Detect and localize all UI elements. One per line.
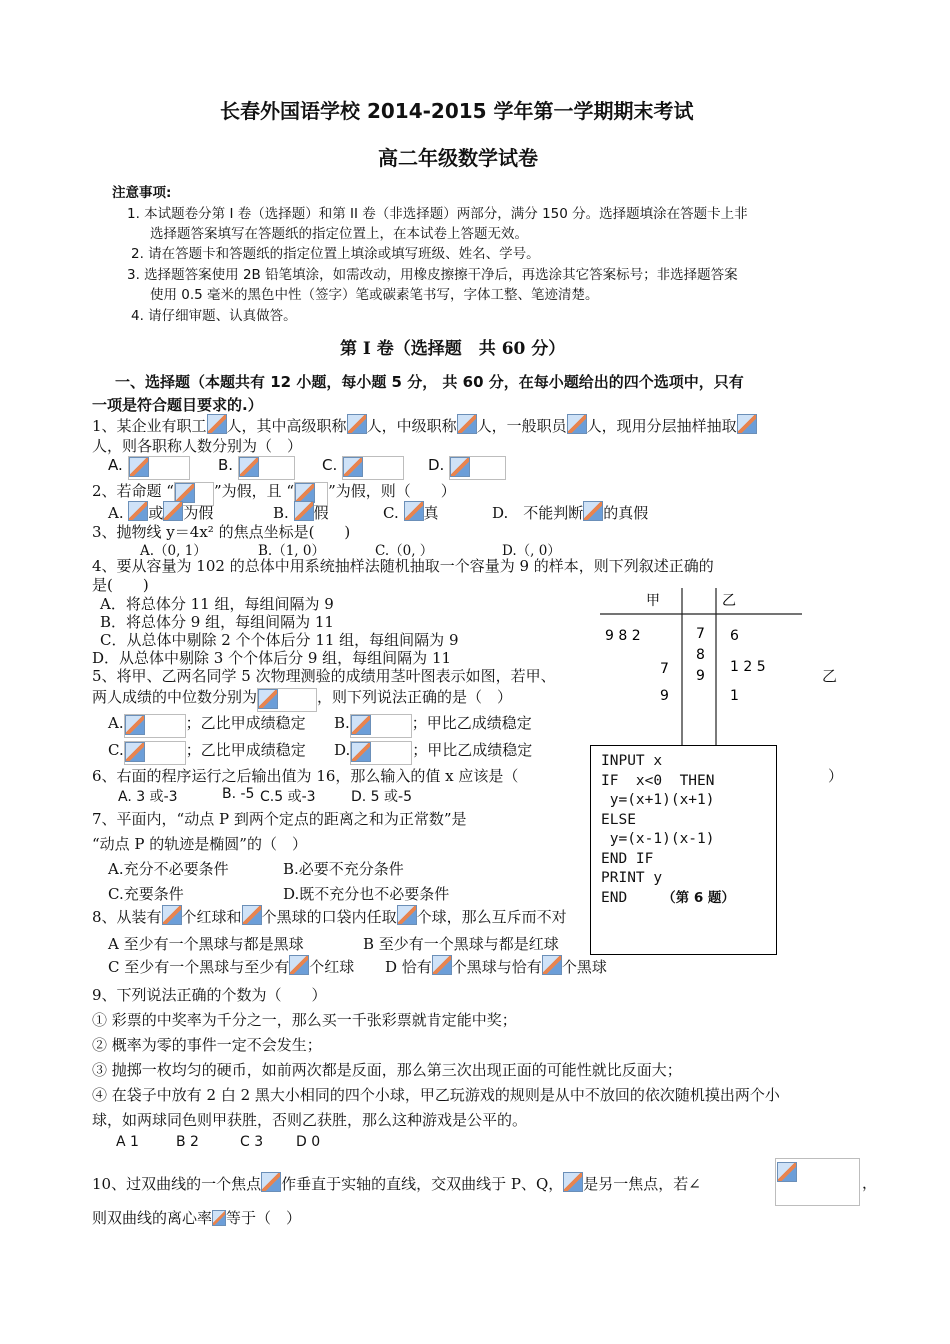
stem-leaf-r1-left: 9 8 2 — [605, 628, 641, 644]
q9-option-d[interactable]: D 0 — [296, 1134, 321, 1150]
note-3a: 3. 选择题答案使用 2B 铅笔填涂，如需改动，用橡皮擦擦干净后，再选涂其它答案标号；非选择题答案 — [127, 267, 738, 283]
stem-leaf-plot — [600, 585, 810, 745]
formula-image — [777, 1162, 797, 1182]
formula-image — [404, 501, 424, 521]
note-1b: 选择题答案填写在答题纸的指定位置上，在本试卷上答题无效。 — [150, 226, 528, 242]
q2-option-a[interactable]: A. 或 为假 — [108, 501, 213, 523]
note-2: 2. 请在答题卡和答题纸的指定位置上填涂或填写班级、姓名、学号。 — [131, 246, 540, 262]
q6-stem: 6、右面的程序运行之后输出值为 16，那么输入的值 x 应该是（ — [92, 767, 519, 785]
q10-line2: 则双曲线的离心率 等于（ ） — [92, 1209, 302, 1227]
q10-angle-formula — [775, 1158, 860, 1206]
q8-stem: 8、从装有 个红球和 个黑球的口袋内任取 个球，那么互斥而不对 — [92, 905, 567, 927]
q1-option-a[interactable]: A. — [108, 456, 190, 480]
q6-option-a[interactable]: A. 3 或-3 — [118, 789, 178, 805]
stem-leaf-r2-left: 7 — [660, 661, 669, 677]
program-line: PRINT y — [601, 870, 663, 886]
formula-image — [567, 414, 587, 434]
formula-image — [207, 414, 227, 434]
q7-option-a[interactable]: A.充分不必要条件 — [108, 860, 229, 878]
q6-option-d[interactable]: D. 5 或-5 — [351, 789, 412, 805]
q9-option-a[interactable]: A 1 — [116, 1134, 139, 1150]
formula-image — [432, 955, 452, 975]
program-line: INPUT x — [601, 753, 663, 769]
q6-option-b[interactable]: B. -5 — [222, 786, 255, 802]
q8-option-d[interactable]: D 恰有 个黑球与恰有 个黑球 — [385, 955, 607, 977]
q9-option-c[interactable]: C 3 — [240, 1134, 264, 1150]
q9-statement-3: ③ 抛掷一枚均匀的硬币，如前两次都是反面，那么第三次出现正面的可能性就比反面大； — [92, 1061, 682, 1079]
q9-statement-4b: 球，如两球同色则甲获胜，否则乙获胜，那么这种游戏是公平的。 — [92, 1111, 528, 1129]
formula-image — [347, 414, 367, 434]
formula-image — [294, 501, 314, 521]
formula-image — [737, 414, 757, 434]
q2-option-c[interactable]: C. 真 — [383, 501, 439, 523]
q7-option-b[interactable]: B.必要不充分条件 — [283, 860, 404, 878]
program-box — [590, 745, 777, 955]
q8-option-b[interactable]: B 至少有一个黑球与都是红球 — [363, 935, 559, 953]
q4-stem-b: 是( ) — [92, 576, 149, 594]
stem-leaf-r2-right: 1 2 5 — [730, 659, 766, 675]
q9-stem: 9、下列说法正确的个数为（ ） — [92, 986, 327, 1004]
q9-statement-1: ① 彩票的中奖率为千分之一，那么买一千张彩票就肯定能中奖； — [92, 1011, 517, 1029]
q1-option-c[interactable]: C. — [322, 456, 404, 480]
stem-leaf-r3-stem: 9 — [696, 668, 705, 684]
formula-image — [563, 1172, 583, 1192]
formula-image — [542, 955, 562, 975]
formula-image — [239, 457, 259, 477]
q4-option-d[interactable]: D．从总体中剔除 3 个个体后分 9 组，每组间隔为 11 — [92, 649, 452, 667]
program-line: y=(x-1)(x-1) — [601, 831, 715, 847]
formula-image — [343, 457, 363, 477]
formula-image — [351, 742, 371, 762]
q5-option-d[interactable]: D. ；甲比乙成绩稳定 — [334, 739, 532, 765]
formula-image — [175, 483, 195, 503]
q3-stem: 3、抛物线 y＝4x² 的焦点坐标是( ) — [92, 523, 351, 541]
stem-leaf-r3-right: 1 — [730, 688, 739, 704]
q2-option-d[interactable]: D. 不能判断 的真假 — [492, 501, 648, 523]
part1-title: 第 I 卷（选择题 共 60 分） — [340, 339, 566, 359]
exam-title: 长春外国语学校 2014-2015 学年第一学期期末考试 — [220, 99, 694, 123]
q9-option-b[interactable]: B 2 — [176, 1134, 199, 1150]
q3-option-b[interactable]: B.（1, 0） — [258, 543, 325, 559]
formula-image — [212, 1210, 226, 1226]
part1-intro-b: 一项是符合题目要求的.） — [92, 396, 263, 414]
note-3b: 使用 0.5 毫米的黑色中性（签字）笔或碳素笔书写，字体工整、笔迹清楚。 — [150, 287, 599, 303]
formula-image — [258, 689, 278, 709]
q5-option-a[interactable]: A. ；乙比甲成绩稳定 — [108, 712, 306, 738]
formula-image — [129, 457, 149, 477]
q7-stem-a: 7、平面内，“动点 P 到两个定点的距离之和为正常数”是 — [92, 810, 467, 828]
program-last-line: END （第 6 题） — [601, 889, 735, 906]
q5-stem-b: 两人成绩的中位数分别为 ，则下列说法正确的是（ ） — [92, 686, 512, 712]
program-line: IF x<0 THEN — [601, 772, 715, 789]
stem-leaf-head-left: 甲 — [646, 593, 660, 609]
formula-image — [125, 715, 145, 735]
stem-leaf-r2-stem: 8 — [696, 647, 705, 663]
program-line: ELSE — [601, 811, 636, 828]
q3-option-d[interactable]: D.（, 0） — [502, 543, 561, 559]
formula-image — [289, 955, 309, 975]
q7-option-d[interactable]: D.既不充分也不必要条件 — [283, 885, 450, 903]
q10-comma: ， — [862, 1174, 878, 1192]
stem-leaf-r1-stem: 7 — [696, 626, 705, 642]
q3-option-a[interactable]: A.（0, 1） — [140, 543, 207, 559]
formula-image — [457, 414, 477, 434]
program-caption: （第 6 题） — [662, 889, 735, 906]
program-line: END IF — [601, 850, 654, 867]
q5-option-b[interactable]: B. ；甲比乙成绩稳定 — [334, 712, 532, 738]
q4-option-c[interactable]: C．从总体中剔除 2 个个体后分 11 组，每组间隔为 9 — [100, 631, 459, 649]
q9-statement-4a: ④ 在袋子中放有 2 白 2 黑大小相同的四个小球，甲乙玩游戏的规则是从中不放回的依次随机摸出两个小 — [92, 1086, 780, 1104]
q1-line1: 1、某企业有职工 人，其中高级职称 人，中级职称 人，一般职员 人，现用分层抽样抽取 — [92, 414, 757, 436]
q3-option-c[interactable]: C.（0, ） — [375, 543, 434, 559]
formula-image — [125, 742, 145, 762]
q5-right-char: 乙 — [822, 667, 838, 685]
q1-option-b[interactable]: B. — [218, 456, 295, 480]
q6-close-paren: ） — [828, 767, 844, 785]
notes-heading: 注意事项: — [112, 185, 172, 201]
stem-leaf-head-right: 乙 — [722, 593, 736, 609]
q4-option-b[interactable]: B．将总体分 9 组，每组间隔为 11 — [100, 613, 334, 631]
q1-option-d[interactable]: D. — [428, 456, 506, 480]
q7-option-c[interactable]: C.充要条件 — [108, 885, 184, 903]
exam-subtitle: 高二年级数学试卷 — [378, 146, 538, 170]
q7-stem-b: “动点 P 的轨迹是椭圆”的（ ） — [92, 835, 307, 853]
formula-image — [397, 905, 417, 925]
formula-image — [450, 457, 470, 477]
part1-intro-a: 一、选择题（本题共有 12 小题，每小题 5 分， 共 60 分，在每小题给出的四个选项中，只有 — [115, 373, 744, 391]
formula-image — [128, 501, 148, 521]
formula-image — [242, 905, 262, 925]
note-4: 4. 请仔细审题、认真做答。 — [131, 308, 297, 324]
q10-stem: 10、过双曲线的一个焦点 作垂直于实轴的直线，交双曲线于 P、Q， 是另一焦点，若∠ — [92, 1172, 701, 1194]
q8-option-c[interactable]: C 至少有一个黑球与至少有 个红球 — [108, 955, 354, 977]
q9-statement-2: ② 概率为零的事件一定不会发生； — [92, 1036, 322, 1054]
program-line: y=(x+1)(x+1) — [601, 792, 715, 808]
q1-line2: 人，则各职称人数分别为（ ） — [92, 437, 303, 455]
q5-stem-a: 5、将甲、乙两名同学 5 次物理测验的成绩用茎叶图表示如图，若甲、 — [92, 667, 556, 685]
q2-stem: 2、若命题 “ ”为假，且 “ ”为假，则（ ） — [92, 480, 456, 506]
note-1a: 1. 本试题卷分第 I 卷（选择题）和第 II 卷（非选择题）两部分，满分 150 分。选择题填涂在答题卡上非 — [127, 206, 748, 222]
stem-leaf-r3-left: 9 — [660, 688, 669, 704]
q6-option-c[interactable]: C.5 或-3 — [260, 789, 316, 805]
q4-option-a[interactable]: A．将总体分 11 组，每组间隔为 9 — [100, 595, 334, 613]
formula-image — [295, 483, 315, 503]
q8-option-a[interactable]: A 至少有一个黑球与都是黑球 — [108, 935, 304, 953]
formula-image — [162, 905, 182, 925]
q4-stem-a: 4、要从容量为 102 的总体中用系统抽样法随机抽取一个容量为 9 的样本，则下列叙述正确的 — [92, 557, 714, 575]
q5-option-c[interactable]: C. ；乙比甲成绩稳定 — [108, 739, 306, 765]
formula-image — [351, 715, 371, 735]
formula-image — [261, 1172, 281, 1192]
formula-image — [583, 501, 603, 521]
stem-leaf-r1-right: 6 — [730, 628, 739, 644]
formula-image — [163, 501, 183, 521]
q2-option-b[interactable]: B. 假 — [273, 501, 329, 523]
